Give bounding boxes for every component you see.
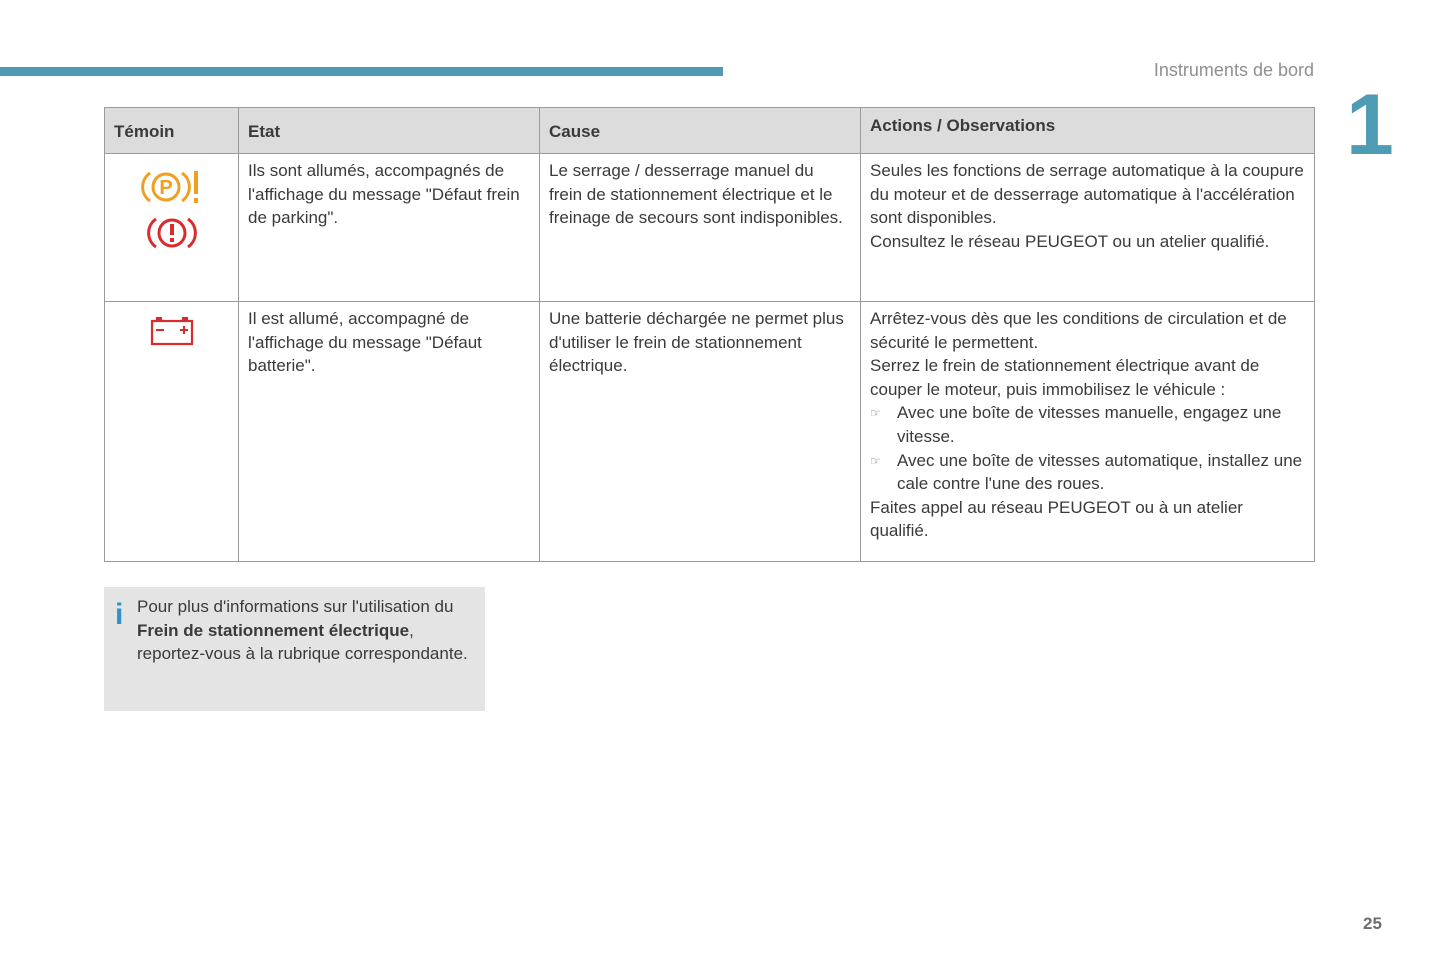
info-icon: i [115,598,124,631]
section-title: Instruments de bord [1153,60,1314,80]
actions-text: Seules les fonctions de serrage automatique à la coupure du moteur et de desserrage automatique à l'accélération sont disponibles. [870,161,1304,228]
parking-brake-fault-icon [141,167,203,207]
column-header-etat: Etat [239,108,540,154]
actions-cell [861,302,1315,562]
cause-cell: Une batterie déchargée ne permet plus d'utiliser le frein de stationnement électrique. [540,302,861,562]
etat-cell: Ils sont allumés, accompagnés de l'affichage du message "Défaut frein de parking". [239,154,540,302]
list-item [870,449,1305,496]
battery-icon [149,315,195,347]
column-header-actions: Actions / Observations [861,108,1315,154]
info-text: Pour plus d'informations sur l'utilisation du [137,597,454,616]
list-item [870,401,1305,448]
column-header-temoin: Témoin [105,108,239,154]
actions-text: Arrêtez-vous dès que les conditions de circulation et de sécurité le permettent. [870,309,1287,352]
table-row [105,302,1315,562]
info-text-bold: Frein de stationnement électrique [137,620,410,640]
actions-text: Consultez le réseau PEUGEOT ou un atelier qualifié. [870,231,1270,251]
cause-cell: Le serrage / desserrage manuel du frein de stationnement électrique et le freinage de secours sont indisponibles. [540,154,861,302]
warning-lights-table [104,107,1315,562]
chapter-number: 1 [1346,77,1394,173]
header-accent-bar [0,67,723,76]
table-row [105,154,1315,302]
svg-text:P: P [158,177,173,199]
brake-warning-icon [147,213,197,253]
info-text: , reportez-vous à la rubrique correspondante. [137,620,468,664]
actions-cell [861,154,1315,302]
column-header-cause: Cause [540,108,861,154]
list-item-text: Avec une boîte de vitesses manuelle, engagez une vitesse. [897,403,1282,446]
info-note [104,587,485,711]
table-header-row [105,108,1315,154]
pointing-hand-icon: ☞ [870,406,881,421]
indicator-cell [105,302,239,562]
page-number: 25 [1363,914,1382,933]
indicator-cell [105,154,239,302]
actions-text: Faites appel au réseau PEUGEOT ou à un atelier qualifié. [870,497,1243,541]
actions-text: Serrez le frein de stationnement électrique avant de couper le moteur, puis immobilisez le véhicule : [870,356,1260,399]
etat-cell: Il est allumé, accompagné de l'affichage du message "Défaut batterie". [239,302,540,562]
list-item-text: Avec une boîte de vitesses automatique, installez une cale contre l'une des roues. [897,450,1303,494]
pointing-hand-icon: ☞ [870,453,881,468]
